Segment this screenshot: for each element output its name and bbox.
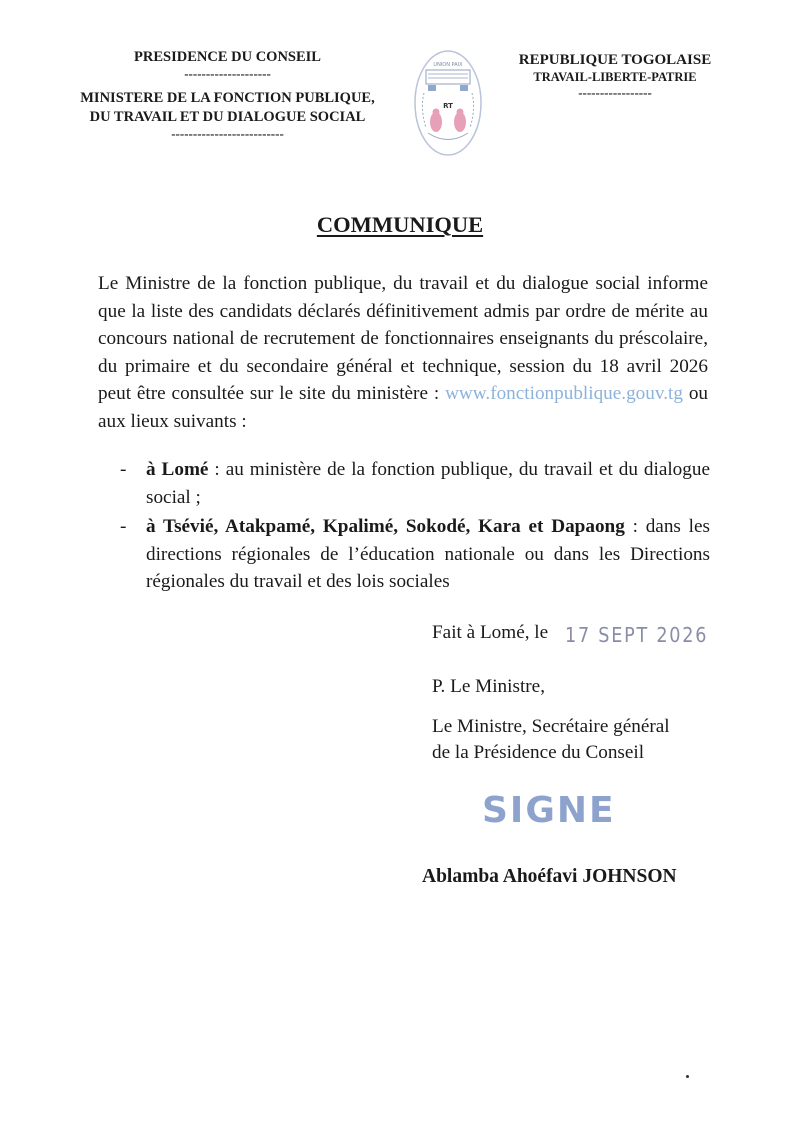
for-minister-label: P. Le Ministre,: [432, 676, 545, 697]
communique-paragraph: [98, 270, 708, 435]
signatory-title-line2: de la Présidence du Conseil: [432, 742, 645, 763]
list-item: [120, 513, 710, 596]
svg-text:RT: RT: [443, 102, 453, 110]
header-right-divider: -----------------: [578, 85, 652, 100]
coat-of-arms-seal: [412, 48, 484, 158]
signed-stamp: SIGNE: [482, 790, 616, 831]
paragraph-text-end: ou aux lieux suivants :: [98, 383, 709, 432]
ministry-label-line2: DU TRAVAIL ET DU DIALOGUE SOCIAL: [89, 109, 366, 125]
location-detail: : au ministère de la fonction publique, du travail et du dialogue social ;: [146, 459, 710, 508]
header-left-divider-2: --------------------------: [171, 126, 284, 141]
presidency-label: PRESIDENCE DU CONSEIL: [134, 49, 321, 65]
signatory-title-line1: Le Ministre, Secrétaire général: [432, 716, 670, 737]
location-detail: : dans les directions régionales de l’éducation nationale ou dans les Directions régionales du travail et des lois sociales: [146, 516, 710, 592]
list-bullet: -: [120, 516, 127, 537]
header-left-divider-1: --------------------: [184, 66, 271, 81]
date-stamp: 17 SEPT 2026: [565, 623, 709, 647]
list-item: [120, 456, 710, 511]
locations-list: [120, 456, 710, 598]
svg-text:UNION PAIX: UNION PAIX: [433, 62, 463, 68]
coat-of-arms-icon: [412, 48, 484, 158]
location-name: à Lomé: [146, 459, 209, 480]
header-left: [55, 48, 400, 141]
republic-label: REPUBLIQUE TOGOLAISE: [518, 52, 712, 68]
signatory-name: Ablamba Ahoéfavi JOHNSON: [422, 866, 677, 887]
page-speck: [686, 1075, 689, 1078]
list-bullet: -: [120, 459, 127, 480]
header-right: [505, 52, 725, 100]
document-title: COMMUNIQUE: [316, 212, 484, 237]
ministry-label-line1: MINISTERE DE LA FONCTION PUBLIQUE,: [80, 90, 375, 106]
location-name: à Tsévié, Atakpamé, Kpalimé, Sokodé, Kara et Dapaong: [146, 516, 625, 537]
motto-label: TRAVAIL-LIBERTE-PATRIE: [533, 70, 697, 84]
signatory-title: [432, 714, 670, 766]
place-date-label: Fait à Lomé, le: [432, 622, 549, 643]
ministry-website-link[interactable]: www.fonctionpublique.gouv.tg: [445, 383, 683, 404]
paragraph-text: Le Ministre de la fonction publique, du travail et du dialogue social informe que la liste des candidats déclarés définitivement admis par ordre de mérite au concours national de recrutement de fonctionnaires enseignants du préscolaire, du primaire et du secondaire général et technique, session du 18 avril 2026 peut être consultée sur le site du ministère :: [98, 273, 708, 404]
